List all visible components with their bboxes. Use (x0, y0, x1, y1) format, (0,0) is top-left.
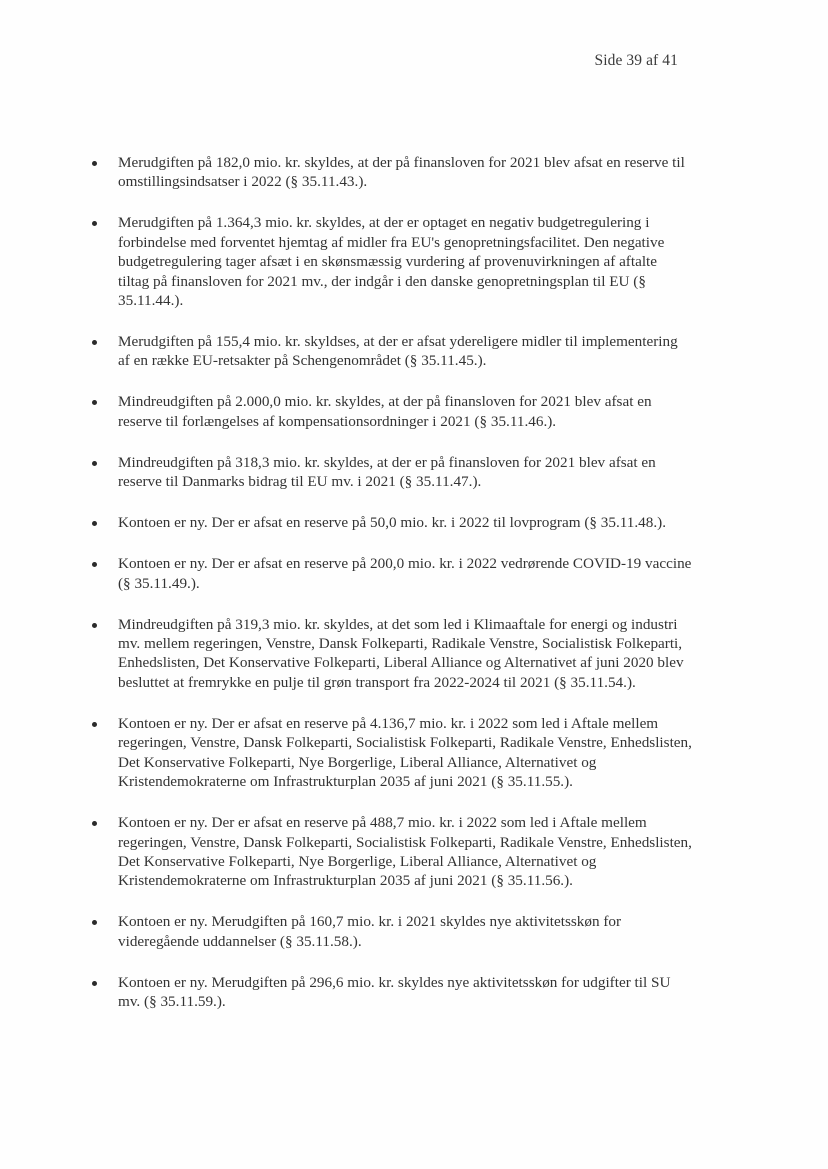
bullet-icon (92, 161, 97, 166)
bullet-icon (92, 521, 97, 526)
list-item (92, 392, 692, 431)
list-item-text: Merudgiften på 155,4 mio. kr. skyldses, at der er afsat ydereligere midler til implementering af en række EU-retsakter på Schengenområdet (§ 35.11.45.). (118, 333, 678, 370)
list-item-text: Kontoen er ny. Merudgiften på 296,6 mio. kr. skyldes nye aktivitetsskøn for udgifter til SU mv. (§ 35.11.59.). (118, 973, 671, 1011)
list-item-text: Kontoen er ny. Der er afsat en reserve på 200,0 mio. kr. i 2022 vedrørende COVID-19 vaccine (§ 35.11.49.). (118, 555, 692, 592)
list-item-text: Merudgiften på 1.364,3 mio. kr. skyldes, at der er optaget en negativ budgetregulering i forbindelse med forventet hjemtag af midler fra EU's genopretningsfacilitet. Den negative budgetregulering tager afsæt i en skønsmæssig vurdering af provenuvirkningen af aftalte tiltag på finansloven for 2021 mv., der indgår i den danske genopretningsplan til EU (§ 35.11.44.). (118, 214, 665, 310)
list-item-text: Mindreudgiften på 2.000,0 mio. kr. skyldes, at der på finansloven for 2021 blev afsat en reserve til forlængelses af kompensationsordninger i 2021 (§ 35.11.46.). (118, 393, 652, 430)
list-item-text: Kontoen er ny. Der er afsat en reserve på 50,0 mio. kr. i 2022 til lovprogram (§ 35.11.48.). (118, 514, 667, 532)
list-item-text: Mindreudgiften på 319,3 mio. kr. skyldes, at det som led i Klimaaftale for energi og industri mv. mellem regeringen, Venstre, Dansk Folkeparti, Radikale Venstre, Socialistisk Folkeparti, Enhedslisten, Det Konservative Folkeparti, Liberal Alliance og Alternativet af juni 2020 blev besluttet at fremrykke en pulje til grøn transport fra 2022-2024 til 2021 (§ 35.11.54.). (118, 615, 684, 691)
list-item (92, 813, 692, 891)
list-item (92, 912, 692, 951)
bullet-icon (92, 340, 97, 345)
list-item-text: Kontoen er ny. Der er afsat en reserve på 488,7 mio. kr. i 2022 som led i Aftale mellem regeringen, Venstre, Dansk Folkeparti, Socialistisk Folkeparti, Radikale Venstre, Enhedslisten, Det Konservative Folkeparti, Nye Borgerlige, Liberal Alliance, Alternativet og Kristendemokraterne om Infrastrukturplan 2035 af juni 2021 (§ 35.11.56.). (118, 814, 692, 890)
list-item (92, 513, 692, 532)
bullet-icon (92, 623, 97, 628)
bullet-icon (92, 400, 97, 405)
list-item (92, 153, 692, 192)
bullet-icon (92, 981, 97, 986)
list-item (92, 332, 692, 371)
bullet-icon (92, 562, 97, 567)
list-item-text: Kontoen er ny. Merudgiften på 160,7 mio. kr. i 2021 skyldes nye aktivitetsskøn for videregående uddannelser (§ 35.11.58.). (118, 913, 622, 950)
list-item-text: Mindreudgiften på 318,3 mio. kr. skyldes, at der er på finansloven for 2021 blev afsat en reserve til Danmarks bidrag til EU mv. i 2021 (§ 35.11.47.). (118, 453, 656, 491)
list-item-text: Merudgiften på 182,0 mio. kr. skyldes, at der på finansloven for 2021 blev afsat en reserve til omstillingsindsatser i 2022 (§ 35.11.43.). (118, 154, 685, 191)
bullet-icon (92, 722, 97, 727)
bullet-list (92, 153, 692, 1033)
list-item (92, 615, 692, 693)
bullet-icon (92, 461, 97, 466)
bullet-icon (92, 920, 97, 925)
list-item (92, 554, 692, 593)
list-item (92, 213, 692, 310)
page-number: Side 39 af 41 (594, 52, 678, 69)
bullet-icon (92, 821, 97, 826)
list-item (92, 453, 692, 492)
list-item (92, 973, 692, 1012)
list-item (92, 714, 692, 792)
list-item-text: Kontoen er ny. Der er afsat en reserve på 4.136,7 mio. kr. i 2022 som led i Aftale mellem regeringen, Venstre, Dansk Folkeparti, Socialistisk Folkeparti, Radikale Venstre, Enhedslisten, Det Konservative Folkeparti, Nye Borgerlige, Liberal Alliance, Alternativet og Kristendemokraterne om Infrastrukturplan 2035 af juni 2021 (§ 35.11.55.). (118, 714, 692, 791)
bullet-icon (92, 221, 97, 226)
